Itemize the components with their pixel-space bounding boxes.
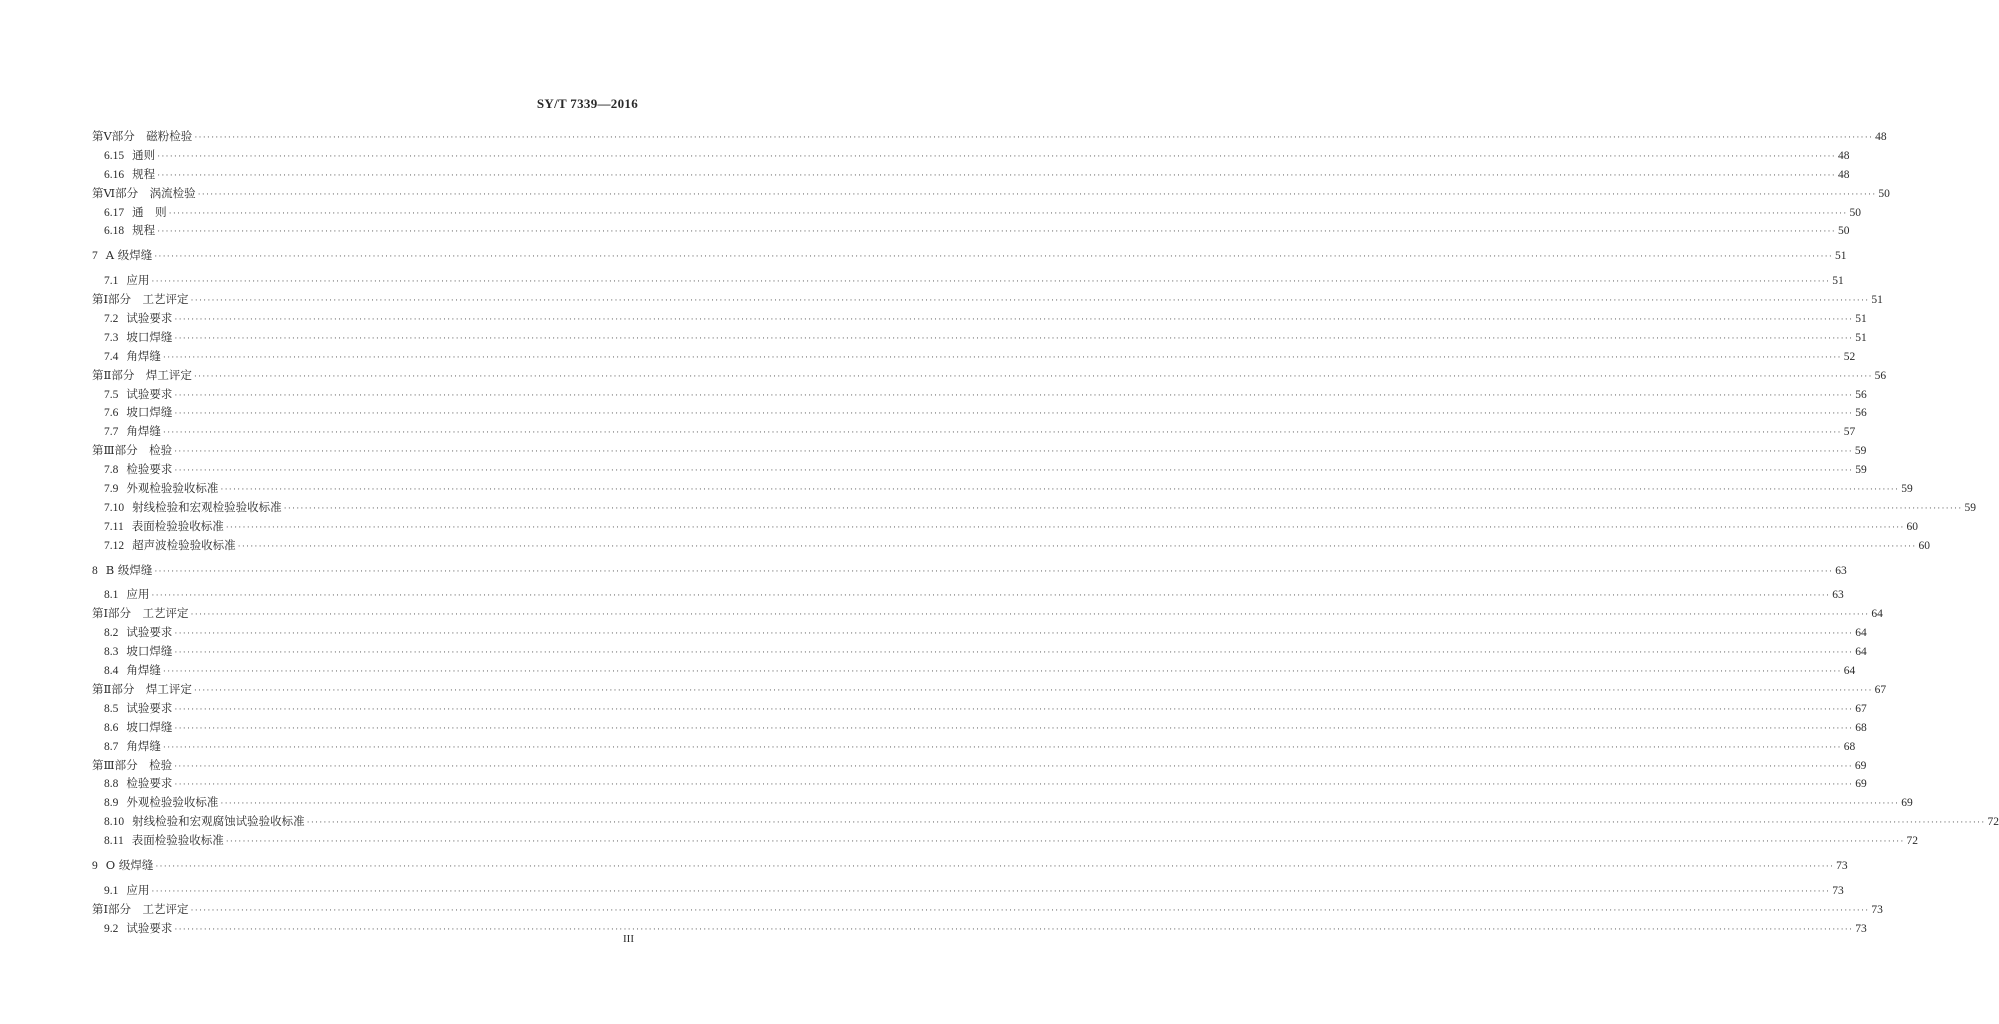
toc-entry-number: 6.15: [104, 149, 125, 162]
toc-entry-page: 59: [1854, 445, 1867, 458]
toc-entry[interactable]: [92, 718, 1867, 737]
toc-entry-title: 试验要求: [126, 311, 173, 326]
toc-entry-page: 59: [1964, 501, 1976, 514]
toc-entry-number: 8.3: [104, 646, 119, 659]
toc-leader-dots: ················································································································································································································································································································································································································: [197, 188, 1877, 199]
toc-entry[interactable]: [92, 881, 1844, 900]
toc-entry-page: 59: [1901, 483, 1913, 496]
toc-leader-dots: ················································································································································································································································································································································································································: [174, 446, 1853, 457]
toc-entry[interactable]: [92, 366, 1887, 385]
toc-entry-number: 8.4: [104, 665, 119, 678]
toc-entry[interactable]: [92, 246, 1847, 265]
toc-entry[interactable]: [92, 460, 1867, 479]
toc-entry-number: 8.5: [104, 702, 119, 715]
toc-entry-number: 7.1: [104, 275, 119, 288]
toc-entry-title: 应用: [126, 882, 150, 897]
toc-entry-page: 57: [1843, 426, 1856, 439]
toc-entry[interactable]: [92, 661, 1856, 680]
toc-entry[interactable]: [92, 385, 1867, 404]
toc-entry-page: 64: [1843, 665, 1856, 678]
toc-leader-dots: ················································································································································································································································································································································································································: [220, 798, 1900, 809]
toc-entry[interactable]: [92, 328, 1867, 347]
toc-entry-title: 角焊缝: [126, 348, 161, 363]
toc-entry-title: 角焊缝: [126, 424, 161, 439]
toc-leader-dots: ················································································································································································································································································································································································································: [162, 351, 1842, 362]
toc-leader-dots: ················································································································································································································································································································································································································: [190, 609, 1870, 620]
toc-entry-page: 64: [1855, 627, 1867, 640]
toc-entry-page: 68: [1855, 721, 1867, 734]
toc-leader-dots: ················································································································································································································································································································································································································: [151, 885, 1831, 896]
toc-entry-number: 7.6: [104, 407, 119, 420]
toc-entry-page: 50: [1837, 225, 1850, 238]
toc-entry-page: 48: [1837, 149, 1850, 162]
toc-leader-dots: ················································································································································································································································································································································································································: [174, 722, 1854, 733]
toc-leader-dots: ················································································································································································································································································································································································································: [174, 779, 1854, 790]
toc-entry-page: 64: [1855, 646, 1867, 659]
toc-entry-title: 通则: [132, 147, 156, 162]
toc-entry-title: 应用: [126, 273, 150, 288]
toc-leader-dots: ················································································································································································································································································································································································································: [151, 276, 1831, 287]
toc-leader-dots: ················································································································································································································································································································································································································: [283, 502, 1963, 513]
toc-leader-dots: ················································································································································································································································································································································································································: [306, 817, 1986, 828]
toc-leader-dots: ················································································································································································································································································································································································································: [174, 465, 1854, 476]
toc-entry-number: 7.11: [104, 520, 124, 533]
toc-entry[interactable]: [92, 856, 1848, 875]
toc-entry-number: 7.7: [104, 426, 119, 439]
toc-leader-dots: ················································································································································································································································································································································································································: [193, 370, 1873, 381]
toc-entry-title: 规程: [132, 223, 156, 238]
toc-entry-title: 第Ⅲ部分 检验: [92, 443, 173, 458]
toc-leader-dots: ················································································································································································································································································································································································································: [174, 647, 1854, 658]
toc-entry-title: 外观检验验收标准: [126, 481, 219, 496]
toc-entry[interactable]: [92, 831, 1919, 850]
toc-entry-number: 7.3: [104, 331, 119, 344]
toc-entry[interactable]: [92, 699, 1867, 718]
toc-entry-number: 8: [92, 564, 98, 577]
toc-entry-page: 48: [1875, 131, 1887, 143]
toc-entry[interactable]: [92, 604, 1883, 623]
toc-entry[interactable]: [92, 737, 1856, 756]
toc-entry[interactable]: [92, 441, 1867, 460]
toc-entry-title: 坡口焊缝: [126, 405, 173, 420]
toc-entry-title: 试验要求: [126, 386, 173, 401]
toc-entry-page: 73: [1836, 859, 1848, 872]
toc-entry-number: 8.1: [104, 589, 119, 602]
toc-leader-dots: ················································································································································································································································································································································································································: [174, 314, 1854, 325]
toc-leader-dots: ················································································································································································································································································································································································································: [225, 836, 1905, 847]
toc-entry-title: 第Ⅲ部分 检验: [92, 757, 173, 772]
toc-entry[interactable]: [92, 290, 1883, 309]
toc-entry-title: 射线检验和宏观检验验收标准: [132, 499, 282, 514]
toc-leader-dots: ················································································································································································································································································································································································································: [190, 295, 1870, 306]
toc-entry-page: 56: [1855, 388, 1867, 401]
toc-entry-page: 56: [1855, 407, 1867, 420]
toc-leader-dots: ················································································································································································································································································································································································································: [168, 207, 1848, 218]
toc-entry-title: 试验要求: [126, 920, 173, 935]
toc-entry-page: 73: [1855, 922, 1867, 935]
toc-entry-page: 72: [1906, 835, 1919, 848]
toc-entry-page: 64: [1871, 608, 1883, 621]
toc-entry-title: 外观检验验收标准: [126, 795, 219, 810]
toc-entry-page: 50: [1849, 206, 1861, 219]
toc-entry-number: 7.10: [104, 501, 125, 514]
toc-entry-page: 56: [1874, 369, 1887, 382]
toc-entry[interactable]: [92, 165, 1850, 184]
toc-entry-number: 6.17: [104, 206, 125, 219]
toc-entry-title: 坡口焊缝: [126, 329, 173, 344]
toc-entry-page: 63: [1832, 589, 1844, 602]
toc-entry-title: 第Ⅰ部分 工艺评定: [92, 901, 189, 916]
toc-leader-dots: ················································································································································································································································································································································································································: [151, 590, 1831, 601]
toc-entry[interactable]: [92, 422, 1856, 441]
toc-entry-title: 第Ⅱ部分 焊工评定: [92, 681, 192, 696]
toc-entry-title: 角焊缝: [126, 738, 161, 753]
toc-entry-page: 60: [1918, 539, 1930, 552]
toc-entry-title: 第Ⅵ部分 涡流检验: [92, 185, 196, 200]
toc-entry-title: 角焊缝: [126, 663, 161, 678]
toc-entry-number: 7.2: [104, 313, 119, 326]
toc-entry-number: 7.5: [104, 388, 119, 401]
toc-entry[interactable]: [92, 347, 1856, 366]
toc-entry[interactable]: [92, 536, 1930, 555]
toc-leader-dots: ················································································································································································································································································································································································································: [174, 923, 1854, 934]
toc-entry[interactable]: [92, 900, 1883, 919]
toc-entry-title: 规程: [132, 166, 156, 181]
toc-entry-page: 69: [1901, 797, 1913, 810]
toc-entry-title: 试验要求: [126, 625, 173, 640]
toc-entry[interactable]: [92, 623, 1867, 642]
toc-entry[interactable]: [92, 561, 1847, 580]
toc-entry-number: 6.16: [104, 168, 125, 181]
toc-entry-page: 63: [1835, 564, 1847, 577]
toc-leader-dots: ················································································································································································································································································································································································································: [162, 741, 1842, 752]
toc-entry[interactable]: [92, 756, 1867, 775]
toc-entry-page: 51: [1855, 331, 1867, 344]
toc-leader-dots: ················································································································································································································································································································································································································: [157, 169, 1836, 180]
toc-leader-dots: ················································································································································································································································································································································································································: [193, 684, 1873, 695]
toc-entry-number: 9.2: [104, 922, 119, 935]
toc-entry-page: 68: [1843, 740, 1856, 753]
toc-entry[interactable]: [92, 127, 1887, 146]
toc-entry-number: 9.1: [104, 884, 119, 897]
toc-leader-dots: ················································································································································································································································································································································································································: [157, 150, 1836, 161]
toc-entry-title: 坡口焊缝: [126, 644, 173, 659]
toc-entry-number: 8.11: [104, 835, 124, 848]
table-of-contents: [92, 127, 1999, 938]
toc-entry[interactable]: [92, 309, 1867, 328]
toc-entry[interactable]: [92, 812, 1999, 831]
toc-entry-title: 表面检验验收标准: [131, 833, 224, 848]
toc-entry-page: 50: [1878, 187, 1890, 200]
toc-entry[interactable]: [92, 271, 1844, 290]
toc-entry-title: 检验要求: [126, 776, 173, 791]
toc-entry-page: 72: [1987, 816, 1999, 829]
toc-entry-page: 69: [1855, 778, 1867, 791]
toc-entry-number: 7.8: [104, 464, 119, 477]
toc-leader-dots: ················································································································································································································································································································································································································: [237, 540, 1917, 551]
toc-entry[interactable]: [92, 919, 1867, 938]
toc-leader-dots: ················································································································································································································································································································································································································: [174, 628, 1854, 639]
toc-entry[interactable]: [92, 774, 1867, 793]
toc-entry-number: 7.9: [104, 483, 119, 496]
toc-entry-page: 52: [1843, 350, 1856, 363]
toc-entry[interactable]: [92, 680, 1887, 699]
toc-entry[interactable]: [92, 203, 1861, 222]
toc-entry[interactable]: [92, 642, 1867, 661]
toc-entry[interactable]: [92, 403, 1867, 422]
toc-entry[interactable]: [92, 184, 1890, 203]
toc-entry-title: 试验要求: [126, 700, 173, 715]
toc-leader-dots: ················································································································································································································································································································································································································: [162, 666, 1842, 677]
toc-entry[interactable]: [92, 517, 1919, 536]
toc-entry[interactable]: [92, 585, 1844, 604]
toc-entry-title: B 级焊缝: [105, 562, 153, 577]
toc-entry-number: 8.6: [104, 721, 119, 734]
page-number: III: [623, 933, 634, 945]
toc-entry-page: 51: [1855, 313, 1867, 326]
toc-entry-page: 51: [1835, 250, 1847, 263]
toc-entry[interactable]: [92, 498, 1976, 517]
toc-entry-number: 8.8: [104, 778, 119, 791]
toc-entry-title: 第Ⅰ部分 工艺评定: [92, 606, 189, 621]
toc-entry-page: 48: [1837, 168, 1850, 181]
toc-entry-title: 超声波检验验收标准: [132, 537, 236, 552]
toc-entry-title: O 级焊缝: [105, 857, 154, 872]
toc-entry-number: 8.2: [104, 627, 119, 640]
toc-leader-dots: ················································································································································································································································································································································································································: [174, 389, 1854, 400]
toc-leader-dots: ················································································································································································································································································································································································································: [157, 226, 1836, 237]
toc-entry-page: 67: [1874, 683, 1887, 696]
toc-leader-dots: ················································································································································································································································································································································································································: [190, 904, 1870, 915]
toc-leader-dots: ················································································································································································································································································································································································································: [154, 565, 1834, 576]
toc-entry-page: 59: [1855, 464, 1867, 477]
toc-entry-number: 7.4: [104, 350, 119, 363]
toc-entry-title: 第Ⅰ部分 工艺评定: [92, 292, 189, 307]
toc-entry[interactable]: [92, 146, 1850, 165]
toc-entry-number: 7.12: [104, 539, 125, 552]
toc-entry-title: 第Ⅴ部分 磁粉检验: [92, 129, 193, 143]
standard-code: SY/T 7339—2016: [536, 96, 638, 111]
toc-leader-dots: ················································································································································································································································································································································································································: [154, 251, 1834, 262]
toc-entry[interactable]: [92, 221, 1850, 240]
toc-entry[interactable]: [92, 479, 1913, 498]
toc-entry-number: 8.10: [104, 816, 125, 829]
toc-entry-page: 73: [1832, 884, 1844, 897]
toc-entry-number: 9: [92, 859, 98, 872]
toc-entry-title: 表面检验验收标准: [131, 518, 224, 533]
toc-entry-page: 60: [1906, 520, 1919, 533]
toc-entry-number: 6.18: [104, 225, 125, 238]
toc-entry-number: 8.9: [104, 797, 119, 810]
toc-leader-dots: ················································································································································································································································································································································································································: [220, 484, 1900, 495]
toc-leader-dots: ················································································································································································································································································································································································································: [225, 521, 1905, 532]
toc-entry[interactable]: [92, 793, 1913, 812]
toc-leader-dots: ················································································································································································································································································································································································································: [194, 132, 1874, 142]
toc-entry-page: 73: [1871, 903, 1883, 916]
toc-entry-title: 坡口焊缝: [126, 719, 173, 734]
toc-leader-dots: ················································································································································································································································································································································································································: [155, 860, 1835, 871]
toc-leader-dots: ················································································································································································································································································································································································································: [162, 427, 1842, 438]
toc-entry-page: 51: [1871, 294, 1883, 307]
toc-entry-number: 8.7: [104, 740, 119, 753]
toc-leader-dots: ················································································································································································································································································································································································································: [174, 408, 1854, 419]
toc-entry-page: 69: [1854, 759, 1867, 772]
toc-entry-title: 应用: [126, 587, 150, 602]
toc-leader-dots: ················································································································································································································································································································································································································: [174, 332, 1854, 343]
toc-entry-title: 第Ⅱ部分 焊工评定: [92, 367, 192, 382]
toc-entry-page: 51: [1832, 275, 1844, 288]
toc-entry-title: A 级焊缝: [105, 248, 153, 263]
toc-entry-title: 检验要求: [126, 462, 173, 477]
toc-entry-title: 通 则: [132, 204, 167, 219]
toc-entry-page: 67: [1855, 702, 1867, 715]
toc-leader-dots: ················································································································································································································································································································································································································: [174, 703, 1854, 714]
toc-entry-number: 7: [92, 250, 98, 263]
toc-entry-title: 射线检验和宏观腐蚀试验验收标准: [132, 814, 305, 829]
toc-leader-dots: ················································································································································································································································································································································································································: [174, 760, 1853, 771]
